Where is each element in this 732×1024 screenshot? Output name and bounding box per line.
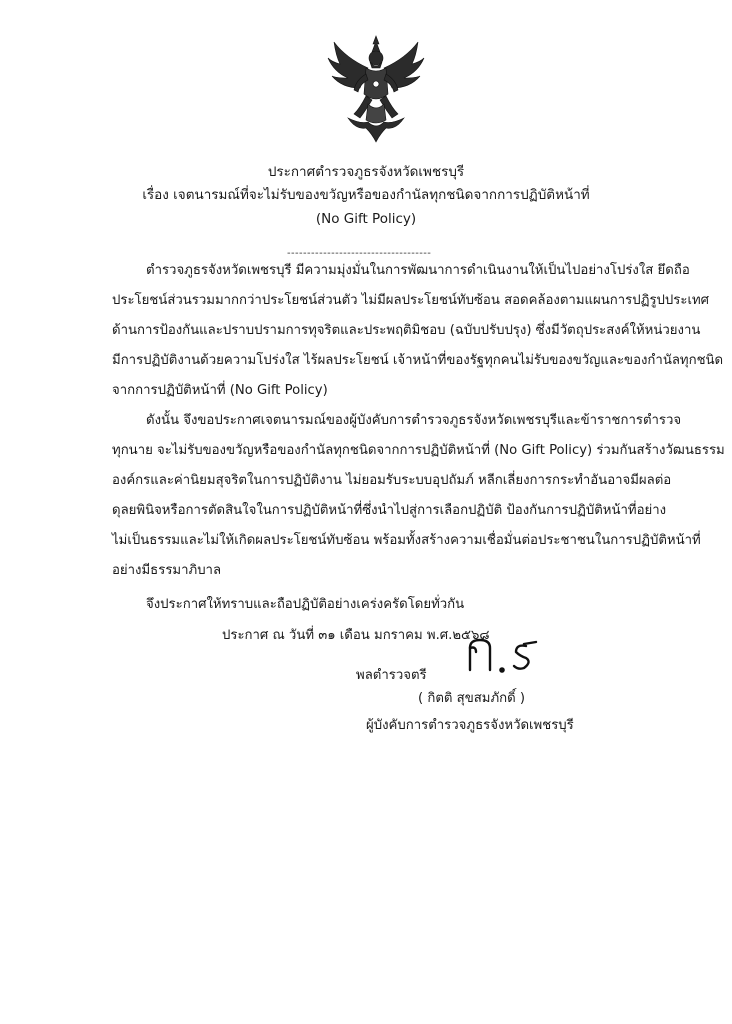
paragraph-line: องค์กรและค่านิยมสุจริตในการปฏิบัติงาน ไม่ยอมรับระบบอุปถัมภ์ หลีกเลี่ยงการกระทำอันอาจมีผลต่อ [112, 473, 672, 488]
signatory-position: ผู้บังคับการตำรวจภูธรจังหวัดเพชรบุรี [366, 718, 574, 733]
announce-line: จึงประกาศให้ทราบและถือปฏิบัติอย่างเคร่งครัดโดยทั่วกัน [146, 597, 465, 612]
paragraph-line: ดังนั้น จึงขอประกาศเจตนารมณ์ของผู้บังคับการตำรวจภูธรจังหวัดเพชรบุรีและข้าราชการตำรวจ [146, 413, 682, 428]
paragraph-line: ทุกนาย จะไม่รับของขวัญหรือของกำนัลทุกชนิดจากการปฏิบัติหน้าที่ (No Gift Policy) ร่วมกันสร้างวัฒนธรรม [112, 443, 725, 458]
announcement-date: ประกาศ ณ วันที่ ๓๑ เดือน มกราคม พ.ศ.๒๕๖๘ [222, 628, 490, 643]
signatory-name: ( กิตติ สุขสมภักดิ์ ) [418, 691, 526, 706]
paragraph-line: ด้านการป้องกันและปราบปรามการทุจริตและประพฤติมิชอบ (ฉบับปรับปรุง) ซึ่งมีวัตถุประสงค์ให้หน่วยงาน [112, 323, 701, 338]
announcement-subject: เรื่อง เจตนารมณ์ที่จะไม่รับของขวัญหรือของกำนัลทุกชนิดจากการปฏิบัติหน้าที่ [142, 187, 590, 203]
paragraph-line: มีการปฏิบัติงานด้วยความโปร่งใส ไร้ผลประโยชน์ เจ้าหน้าที่ของรัฐทุกคนไม่รับของขวัญและของกำนัลทุกชนิด [112, 353, 724, 368]
signatory-rank: พลตำรวจตรี [356, 668, 427, 683]
garuda-emblem-icon [326, 34, 426, 146]
handwritten-signature [456, 632, 546, 676]
paragraph-line: ตำรวจภูธรจังหวัดเพชรบุรี มีความมุ่งมั่นในการพัฒนาการดำเนินงานให้เป็นไปอย่างโปร่งใส ยึดถือ [146, 263, 690, 278]
paragraph-line: ดุลยพินิจหรือการตัดสินใจในการปฏิบัติหน้าที่ซึ่งนำไปสู่การเลือกปฏิบัติ ป้องกันการปฏิบัติหน้าที่อย่าง [112, 503, 667, 518]
paragraph-line: ประโยชน์ส่วนรวมมากกว่าประโยชน์ส่วนตัว ไม่มีผลประโยชน์ทับซ้อน สอดคล้องตามแผนการปฏิรูปประเทศ [112, 293, 710, 308]
paragraph-line: จากการปฏิบัติหน้าที่ (No Gift Policy) [112, 383, 328, 398]
paragraph-line: อย่างมีธรรมาภิบาล [112, 563, 222, 578]
paragraph-line: ไม่เป็นธรรมและไม่ให้เกิดผลประโยชน์ทับซ้อน พร้อมทั้งสร้างความเชื่อมั่นต่อประชาชนในการปฏิบัติหน้าที่ [112, 533, 701, 548]
announcement-title: ประกาศตำรวจภูธรจังหวัดเพชรบุรี [267, 164, 465, 180]
divider: ------------------------------------ [287, 248, 432, 259]
policy-label: (No Gift Policy) [315, 211, 417, 227]
